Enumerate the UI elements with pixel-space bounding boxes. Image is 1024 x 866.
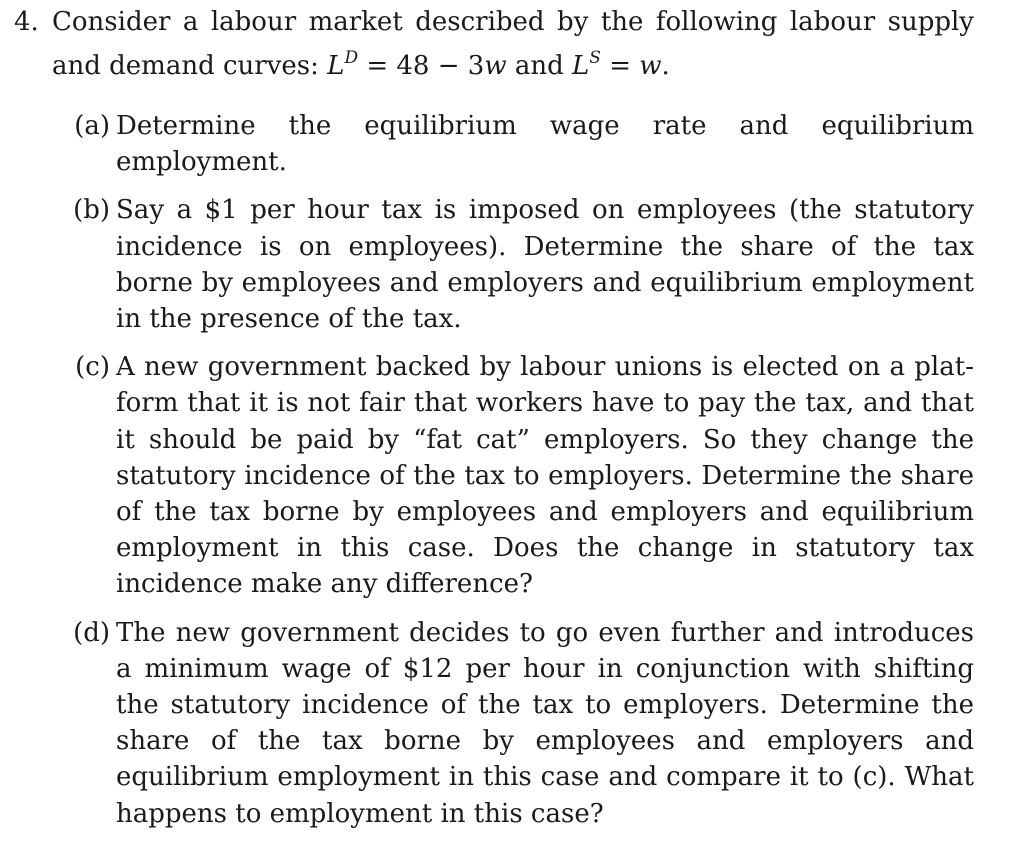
supply-rhs: = (609, 51, 632, 81)
part-b-text: Say a $1 per hour tax is imposed on employees (the statutory incidence is on employees). Determine the share of the tax borne by employees and employers and equilibrium employment in the presence of the tax. (116, 195, 974, 335)
intro-period: . (661, 51, 670, 81)
part-d (73, 615, 974, 832)
demand-rhs: = 48 − 3 (366, 51, 485, 81)
part-c-text: A new government backed by labour unions is elected on a platform that it is not fair that workers have to pay the tax, and that it should be paid by “fat cat” employers. So they change the statutory incidence of the tax to employers. Determine the share of the tax borne by employees and employers and equilibrium employment in this case. Does the change in statutory tax incidence make any difference? (116, 352, 974, 600)
demand-wage-var: w (484, 51, 507, 81)
part-b (73, 192, 974, 337)
intro-text: Consider a labour market described by the following labour supply and demand curves: (52, 7, 974, 81)
demand-symbol: L (327, 51, 345, 81)
part-b-label: (b) (73, 195, 110, 226)
problem-intro (14, 4, 974, 84)
supply-equation (572, 48, 662, 81)
part-d-text: The new government decides to go even further and introduces a minimum wage of $12 per hour in conjunction with shifting the statutory incidence of the tax to employers. Determine the share of the tax borne by employees and employers and equilibrium employment in this case and compare it to (c). What happens to employment in this case? (116, 617, 974, 829)
part-a-text: Determine the equilibrium wage rate and equilibrium employment. (116, 111, 974, 178)
supply-wage-var: w (639, 51, 662, 81)
part-a-label: (a) (74, 111, 110, 141)
part-c-label: (c) (75, 352, 110, 383)
supply-symbol: L (572, 51, 590, 81)
part-c (75, 349, 974, 602)
problem-parts (14, 108, 974, 832)
problem-number: 4. (14, 7, 39, 37)
part-d-label: (d) (73, 617, 110, 648)
demand-superscript: D (344, 48, 359, 68)
part-a (74, 108, 974, 180)
problem-4 (14, 4, 974, 844)
supply-superscript: S (589, 48, 601, 68)
demand-equation (327, 48, 507, 81)
and-text: and (514, 51, 564, 81)
